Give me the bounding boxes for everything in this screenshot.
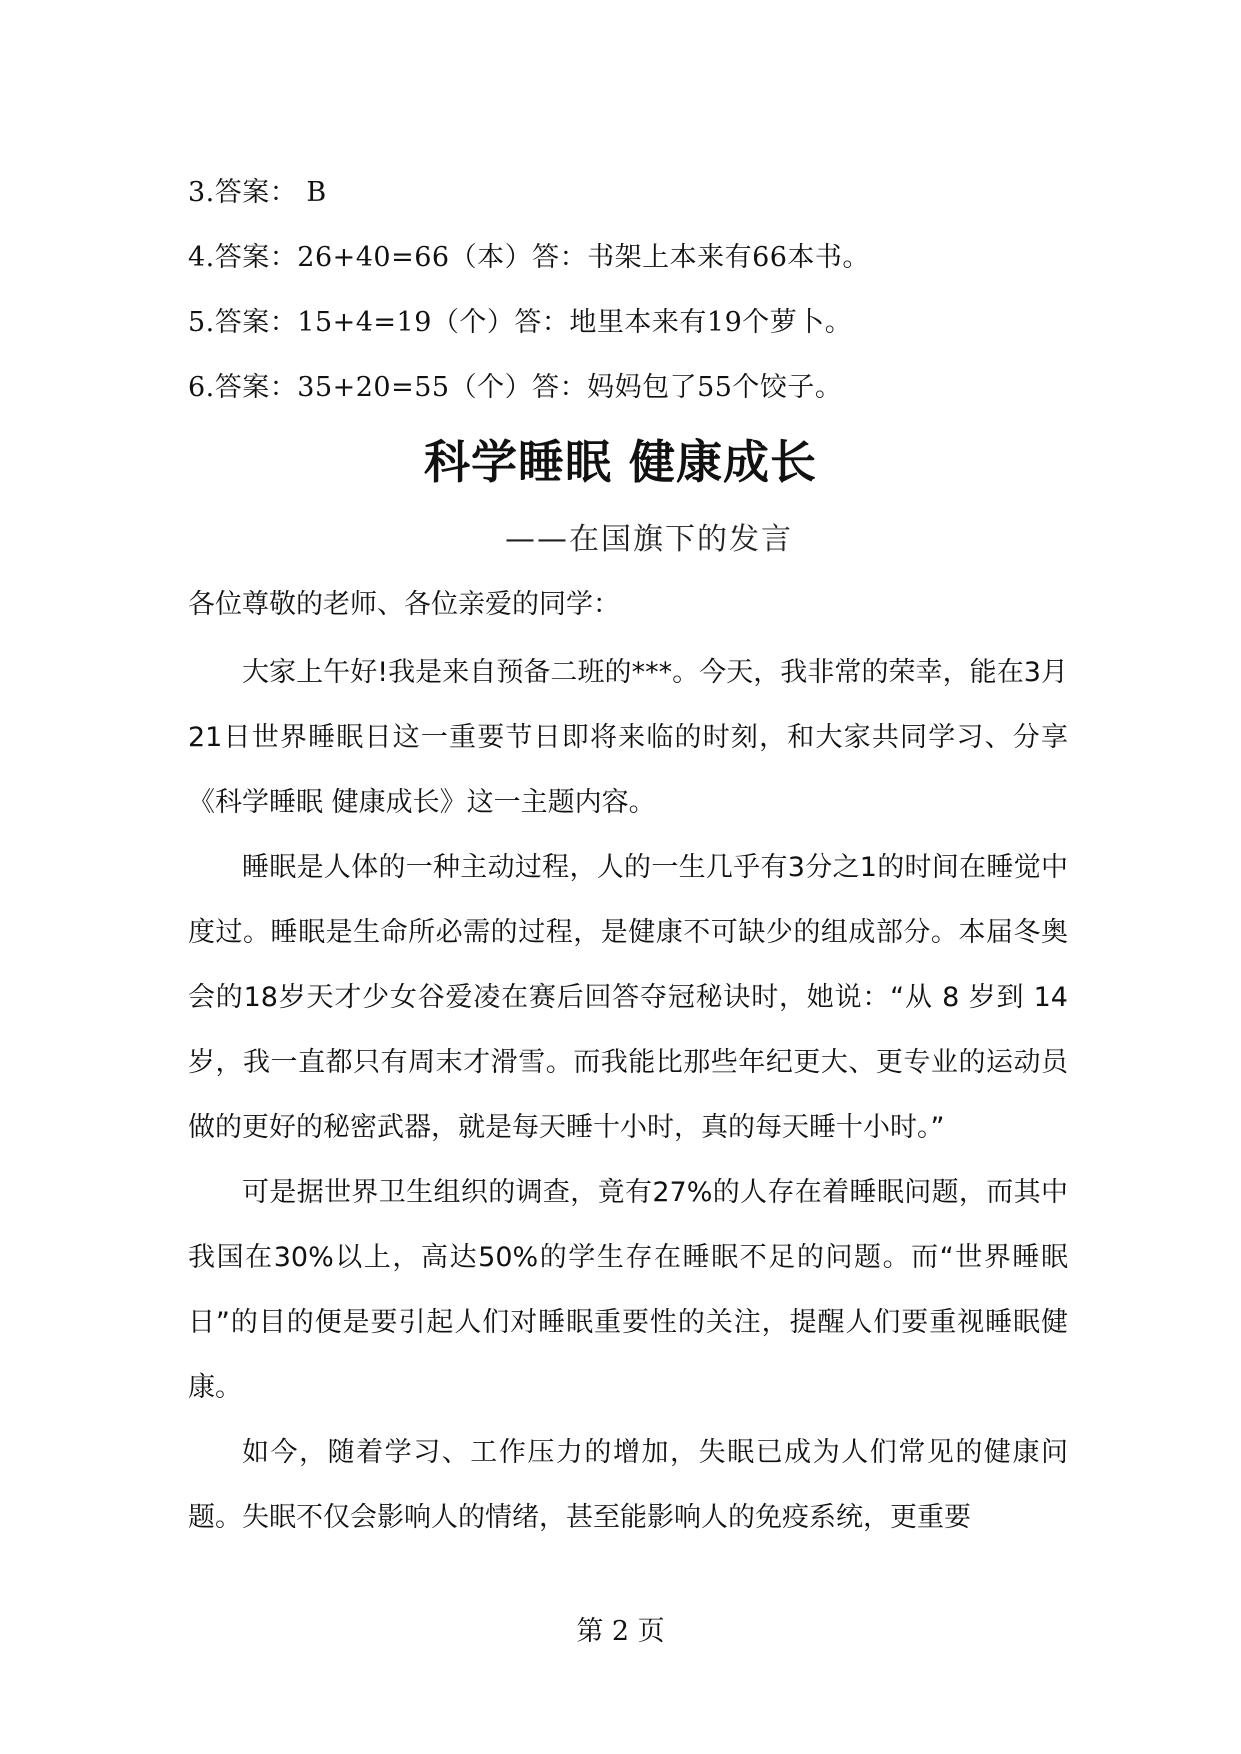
paragraph-insomnia: 如今，随着学习、工作压力的增加，失眠已成为人们常见的健康问题。失眠不仅会影响人的情绪，甚至能影响人的免疫系统，更重要	[188, 1437, 1068, 1533]
speech-title: 科学睡眠 健康成长	[423, 435, 817, 489]
salutation: 各位尊敬的老师、各位亲爱的同学：	[188, 589, 620, 620]
paragraph-sleep-importance: 睡眠是人体的一种主动过程，人的一生几乎有3分之1的时间在睡觉中度过。睡眠是生命所必需的过程，是健康不可缺少的组成部分。本届冬奥会的18岁天才少女谷爱凌在赛后回答夺冠秘诀时，她说：“从 8 岁到 14 岁，我一直都只有周末才滑雪。而我能比那些年纪更大、更专业的运动员做的更好的秘密武器，就是每天睡十小时，真的每天睡十小时。”	[188, 852, 1068, 1143]
page-number: 第 2 页	[576, 1616, 665, 1647]
paragraph-who-survey: 可是据世界卫生组织的调查，竟有27%的人存在着睡眠问题，而其中我国在30%以上，高达50%的学生存在睡眠不足的问题。而“世界睡眠日”的目的便是要引起人们对睡眠重要性的关注，提醒人们要重视睡眠健康。	[188, 1177, 1068, 1403]
answer-line-6: 6.答案：35+20=55（个）答：妈妈包了55个饺子。	[188, 372, 843, 403]
answer-line-5: 5.答案：15+4=19（个）答：地里本来有19个萝卜。	[188, 307, 853, 338]
speech-subtitle: ——在国旗下的发言	[505, 522, 793, 557]
answer-line-3: 3.答案： B	[188, 177, 327, 208]
paragraph-intro: 大家上午好!我是来自预备二班的***。今天，我非常的荣幸，能在3月21日世界睡眠日这一重要节日即将来临的时刻，和大家共同学习、分享《科学睡眠 健康成长》这一主题内容。	[188, 657, 1068, 818]
answer-line-4: 4.答案：26+40=66（本）答：书架上本来有66本书。	[188, 242, 870, 273]
speech-body	[188, 640, 1068, 1550]
answer-list	[188, 160, 1068, 420]
